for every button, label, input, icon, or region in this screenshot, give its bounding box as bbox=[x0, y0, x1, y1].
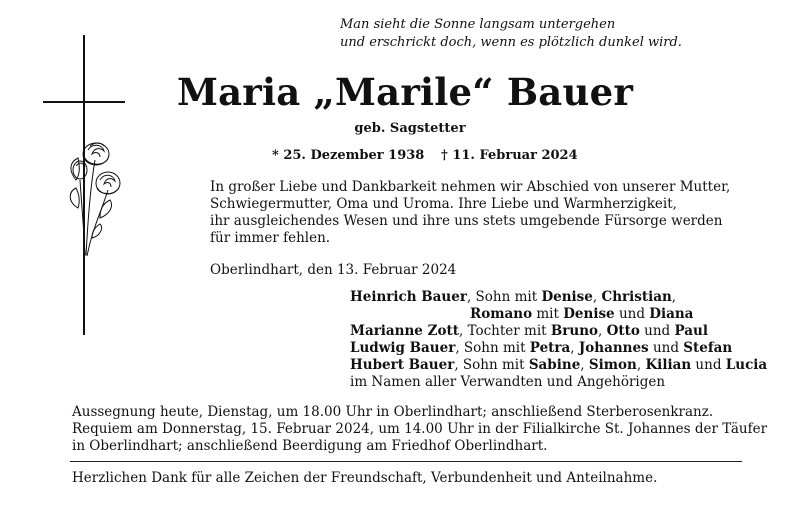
quote-line: und erschrickt doch, wenn es plötzlich dunkel wird. bbox=[340, 35, 682, 50]
message-line: ihr ausgleichendes Wesen und ihre uns stets umgebende Fürsorge werden bbox=[210, 213, 723, 229]
service-line: Requiem am Donnerstag, 15. Februar 2024, um 14.00 Uhr in der Filialkirche St. Johannes der Täufer bbox=[72, 421, 768, 437]
mourner-line: im Namen aller Verwandten und Angehörigen bbox=[350, 374, 666, 390]
quote-line: Man sieht die Sonne langsam untergehen bbox=[340, 17, 616, 32]
mourner-line: Marianne Zott, Tochter mit Bruno, Otto und Paul bbox=[350, 323, 708, 339]
message-line: Schwiegermutter, Oma und Uroma. Ihre Liebe und Warmherzigkeit, bbox=[210, 196, 677, 212]
maiden-name: geb. Sagstetter bbox=[354, 121, 466, 136]
funeral-service-info bbox=[72, 404, 768, 455]
cross-with-roses-icon bbox=[40, 30, 140, 340]
farewell-message bbox=[210, 179, 750, 247]
message-line: für immer fehlen. bbox=[210, 230, 331, 246]
death-date: † 11. Februar 2024 bbox=[441, 148, 578, 163]
place-and-date: Oberlindhart, den 13. Februar 2024 bbox=[210, 262, 457, 278]
service-line: Aussegnung heute, Dienstag, um 18.00 Uhr in Oberlindhart; anschließend Sterberosenkranz. bbox=[72, 404, 714, 420]
epigraph-quote bbox=[340, 16, 760, 52]
message-line: In großer Liebe und Dankbarkeit nehmen wir Abschied von unserer Mutter, bbox=[210, 179, 731, 195]
mourner-line: Ludwig Bauer, Sohn mit Petra, Johannes und Stefan bbox=[350, 340, 733, 356]
mourner-line: Romano mit Denise und Diana bbox=[470, 306, 694, 322]
divider bbox=[70, 461, 742, 462]
thank-you-note: Herzlichen Dank für alle Zeichen der Freundschaft, Verbundenheit und Anteilnahme. bbox=[72, 470, 658, 486]
mourners-list bbox=[350, 289, 768, 391]
birth-date: * 25. Dezember 1938 bbox=[272, 148, 425, 163]
mourner-line: Hubert Bauer, Sohn mit Sabine, Simon, Kilian und Lucia bbox=[350, 357, 768, 373]
service-line: in Oberlindhart; anschließend Beerdigung am Friedhof Oberlindhart. bbox=[72, 438, 548, 454]
deceased-name: Maria „Marile“ Bauer bbox=[176, 70, 634, 114]
mourner-line: Heinrich Bauer, Sohn mit Denise, Christian, bbox=[350, 289, 677, 305]
